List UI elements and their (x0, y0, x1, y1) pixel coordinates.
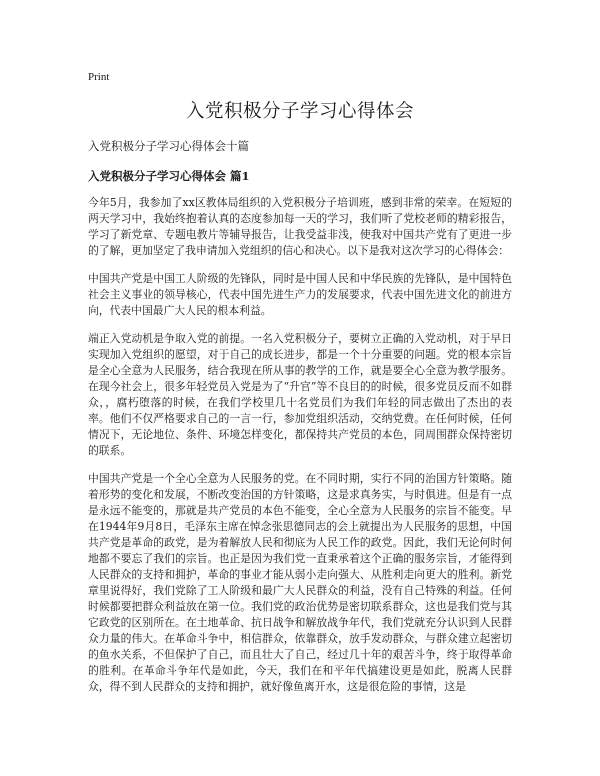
print-label: Print (88, 71, 110, 83)
paragraph-2: 中国共产党是中国工人阶级的先锋队，同时是中国人民和中华民族的先锋队，是中国特色社会主义事业的领导核心，代表中国先进生产力的发展要求，代表中国先进文化的前进方向，代表中国最广大人民的根本利益。 (88, 272, 512, 317)
paragraph-4: 中国共产党是一个全心全意为人民服务的党。在不同时期，实行不同的治国方针策略。随着形势的变化和发展，不断改变治国的方针策略，这是求真务实，与时俱进。但是有一点是永远不能变的，那就是共产党员的本色不能变，全心全意为人民服务的宗旨不能变。早在1944年9月8日，毛泽东主席在悼念张思德同志的会上就提出为人民服务的思想，中国共产党是革命的政党，是为着解放人民和彻底为人民工作的政党。因此，我们无论何时何地都不要忘了我们的宗旨。也正是因为我们党一直秉承着这个正确的服务宗旨，才能得到人民群众的支持和拥护，革命的事业才能从弱小走向强大、从胜利走向更大的胜利。新党章里说得好，我们党除了工人阶级和最广大人民群众的利益，没有自己特殊的利益。任何时候都要把群众利益放在第一位。我们党的政治优势是密切联系群众，这也是我们党与其它政党的区别所在。在土地革命、抗日战争和解放战争年代，我们党就充分认识到人民群众力量的伟大。在革命斗争中，相信群众，依靠群众，放手发动群众，与群众建立起密切的鱼水关系，不但保护了自己，而且壮大了自己，经过几十年的艰苦斗争，终于取得革命的胜利。在革命斗争年代是如此，今天，我们在和平年代搞建设更是如此，脱离人民群众，得不到人民群众的支持和拥护，就好像鱼离开水，这是很危险的事情，这是 (88, 472, 512, 693)
paragraph-3: 端正入党动机是争取入党的前提。一名入党积极分子，要树立正确的入党动机，对于早日实现加入党组织的愿望，对于自己的成长进步，都是一个十分重要的问题。党的根本宗旨是全心全意为人民服务，结合我现在所从事的教学的工作，就是要全心全意为教学服务。在现今社会上，很多年轻党员入党是为了“升官”等不良目的的时候，很多党员反而不如群众，，腐朽堕落的时候，在我们学校里几十名党员们为我们年轻的同志做出了杰出的表率。他们不仅严格要求自己的一言一行，参加党组织活动，交纳党费。在任何时候，任何情况下，无论地位、条件、环境怎样变化，都保持共产党员的本色，同周围群众保持密切的联系。 (88, 332, 512, 457)
document-subtitle: 入党积极分子学习心得体会十篇 (88, 139, 249, 153)
paragraph-1: 今年5月，我参加了xx区教体局组织的入党积极分子培训班，感到非常的荣幸。在短短的两天学习中，我始终抱着认真的态度参加每一天的学习，我们听了党校老师的精彩报告，学习了新党章、专题电教片等辅导报告，让我受益非浅，使我对中国共产党有了更进一步的了解，更加坚定了我申请加入党组织的信心和决心。以下是我对这次学习的心得体会： (88, 196, 512, 257)
section-heading: 入党积极分子学习心得体会 篇1 (88, 169, 250, 183)
document-title: 入党积极分子学习心得体会 (185, 101, 414, 122)
